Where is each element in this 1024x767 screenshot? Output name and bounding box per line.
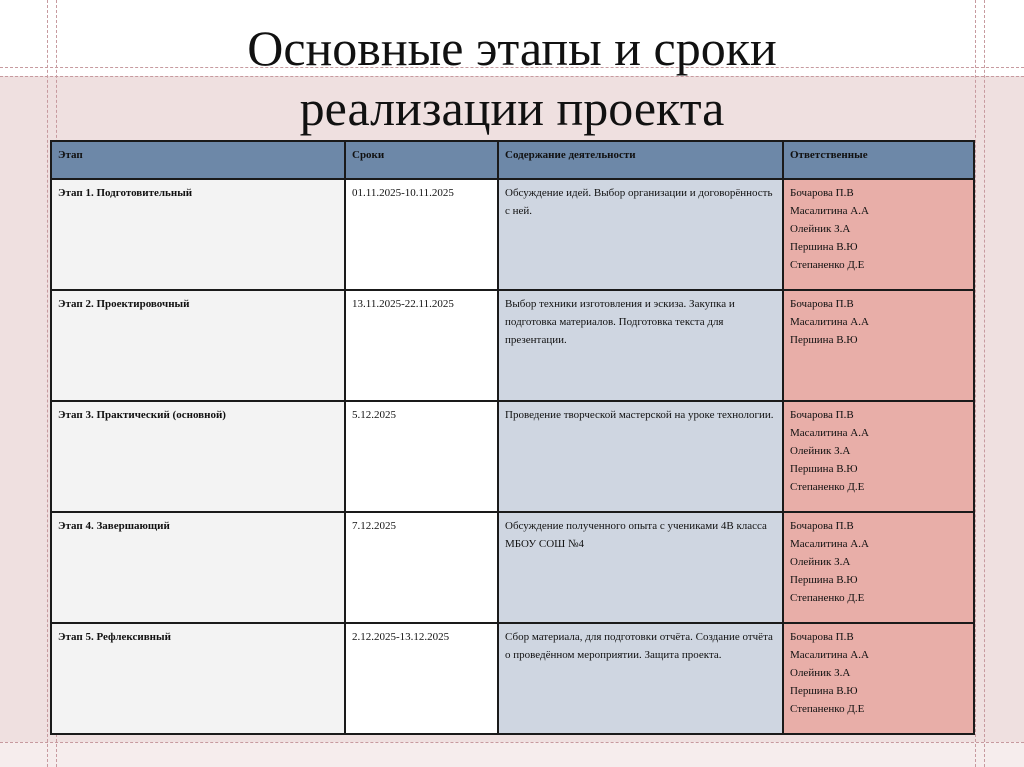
stage-cell: Этап 4. Завершающий [51, 512, 345, 623]
table-row [51, 512, 974, 623]
responsible-person: Бочарова П.В [790, 187, 854, 199]
responsible-person: Першина В.Ю [790, 334, 858, 346]
responsible-cell [783, 401, 974, 512]
responsible-person: Першина В.Ю [790, 241, 858, 253]
responsible-person: Першина В.Ю [790, 685, 858, 697]
responsible-person: Масалитина А.А [790, 316, 869, 328]
responsible-person: Бочарова П.В [790, 631, 854, 643]
responsible-person: Олейник З.А [790, 223, 851, 235]
responsible-person: Бочарова П.В [790, 409, 854, 421]
table-row [51, 179, 974, 290]
responsible-person: Степаненко Д.Е [790, 259, 865, 271]
content-cell: Выбор техники изготовления и эскиза. Закупка и подготовка материалов. Подготовка текста для презентации. [498, 290, 783, 401]
content-cell: Обсуждение полученного опыта с учениками 4В класса МБОУ СОШ №4 [498, 512, 783, 623]
responsible-person: Масалитина А.А [790, 427, 869, 439]
responsible-person: Степаненко Д.Е [790, 703, 865, 715]
responsible-person: Олейник З.А [790, 445, 851, 457]
responsible-person: Першина В.Ю [790, 574, 858, 586]
responsible-person: Масалитина А.А [790, 205, 869, 217]
stage-cell: Этап 1. Подготовительный [51, 179, 345, 290]
responsible-person: Степаненко Д.Е [790, 481, 865, 493]
header-dates: Сроки [345, 141, 498, 179]
header-stage: Этап [51, 141, 345, 179]
responsible-cell [783, 623, 974, 734]
table-row [51, 623, 974, 734]
dates-cell: 5.12.2025 [345, 401, 498, 512]
stage-cell: Этап 2. Проектировочный [51, 290, 345, 401]
responsible-cell [783, 512, 974, 623]
table-row [51, 290, 974, 401]
background-footer [0, 742, 1024, 767]
dates-cell: 7.12.2025 [345, 512, 498, 623]
title-line-1: Основные этапы и сроки [247, 20, 777, 76]
content-cell: Обсуждение идей. Выбор организации и договорённость с ней. [498, 179, 783, 290]
header-responsible: Ответственные [783, 141, 974, 179]
responsible-cell [783, 290, 974, 401]
content-cell: Проведение творческой мастерской на уроке технологии. [498, 401, 783, 512]
responsible-person: Бочарова П.В [790, 520, 854, 532]
stage-cell: Этап 3. Практический (основной) [51, 401, 345, 512]
header-content: Содержание деятельности [498, 141, 783, 179]
table-header-row [51, 141, 974, 179]
table-row [51, 401, 974, 512]
title-line-2: реализации проекта [299, 80, 725, 136]
content-cell: Сбор материала, для подготовки отчёта. Создание отчёта о проведённом мероприятии. Защита проекта. [498, 623, 783, 734]
dates-cell: 13.11.2025-22.11.2025 [345, 290, 498, 401]
slide-title [0, 18, 1024, 138]
responsible-person: Олейник З.А [790, 556, 851, 568]
responsible-person: Олейник З.А [790, 667, 851, 679]
stages-table [50, 140, 975, 735]
responsible-person: Масалитина А.А [790, 538, 869, 550]
responsible-person: Степаненко Д.Е [790, 592, 865, 604]
responsible-person: Бочарова П.В [790, 298, 854, 310]
dates-cell: 2.12.2025-13.12.2025 [345, 623, 498, 734]
guide-line [0, 742, 1024, 743]
dates-cell: 01.11.2025-10.11.2025 [345, 179, 498, 290]
responsible-person: Першина В.Ю [790, 463, 858, 475]
responsible-cell [783, 179, 974, 290]
responsible-person: Масалитина А.А [790, 649, 869, 661]
stage-cell: Этап 5. Рефлексивный [51, 623, 345, 734]
